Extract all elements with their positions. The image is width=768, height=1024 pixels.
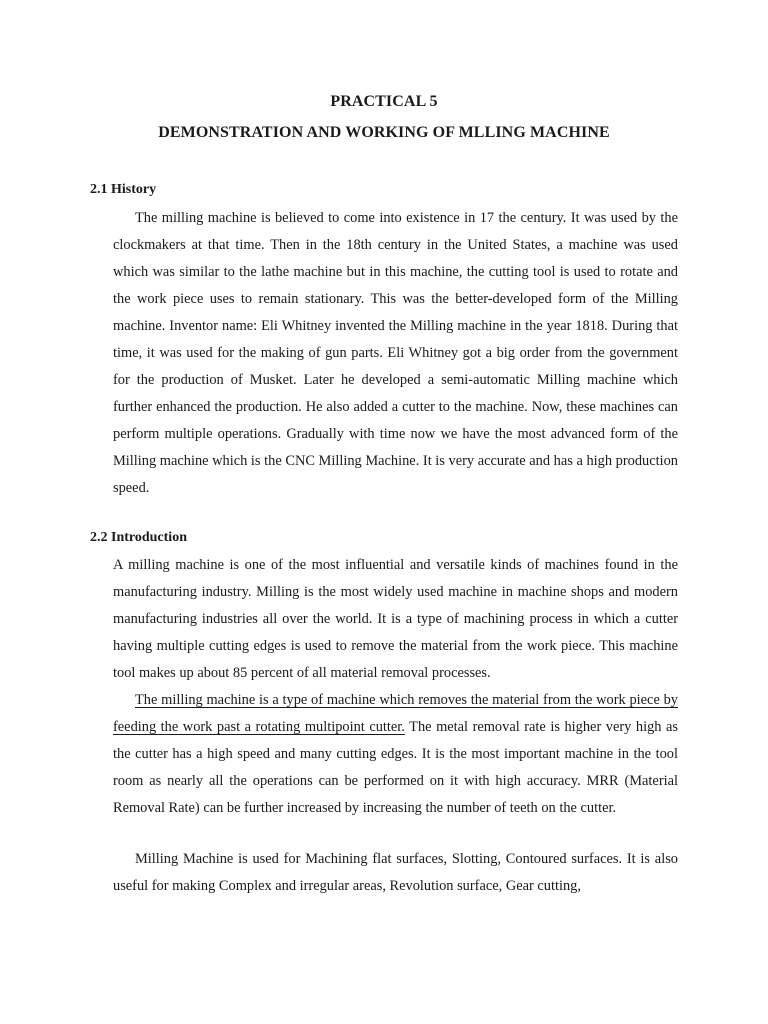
section-heading-introduction: 2.2 Introduction bbox=[90, 530, 187, 545]
introduction-paragraph: A milling machine is one of the most influential and versatile kinds of machines found in the manufacturing industry. Milling is the most widely used machine in machine shops and modern manufacturing industries all over the world. It is a type of machining process in which a cutter having multiple cutting edges is used to remove the material from the work piece. This machine tool makes up about 85 percent of all material removal processes. bbox=[113, 557, 678, 681]
applications-paragraph: Milling Machine is used for Machining flat surfaces, Slotting, Contoured surfaces. It is also useful for making Complex and irregular areas, Revolution surface, Gear cutting, bbox=[113, 851, 678, 894]
definition-rest-text: The metal removal rate is higher very high as the cutter has a high speed and many cutting edges. It is the most important machine in the tool room as nearly all the operations can be performed on it with high accuracy. MRR (Material Removal Rate) can be further increased by increasing the number of teeth on the cutter. bbox=[113, 719, 678, 816]
document-subtitle: DEMONSTRATION AND WORKING OF MLLING MACHINE bbox=[158, 124, 610, 141]
definition-paragraph bbox=[113, 687, 678, 822]
section-heading-history: 2.1 History bbox=[90, 182, 157, 197]
document-title: PRACTICAL 5 bbox=[330, 93, 438, 110]
definition-underlined-text: The milling machine is a type of machine which removes the material from the work piece by feeding the work past a rotating multipoint cutter. bbox=[113, 692, 678, 735]
history-paragraph: The milling machine is believed to come into existence in 17 the century. It was used by the clockmakers at that time. Then in the 18th century in the United States, a machine was used which was similar to the lathe machine but in this machine, the cutting tool is used to rotate and the work piece uses to remain stationary. This was the better-developed form of the Milling machine. Inventor name: Eli Whitney invented the Milling machine in the year 1818. During that time, it was used for the making of gun parts. Eli Whitney got a big order from the government for the production of Musket. Later he developed a semi-automatic Milling machine which further enhanced the production. He also added a cutter to the machine. Now, these machines can perform multiple operations. Gradually with time now we have the most advanced form of the Milling machine which is the CNC Milling Machine. It is very accurate and has a high production speed. bbox=[113, 210, 678, 496]
